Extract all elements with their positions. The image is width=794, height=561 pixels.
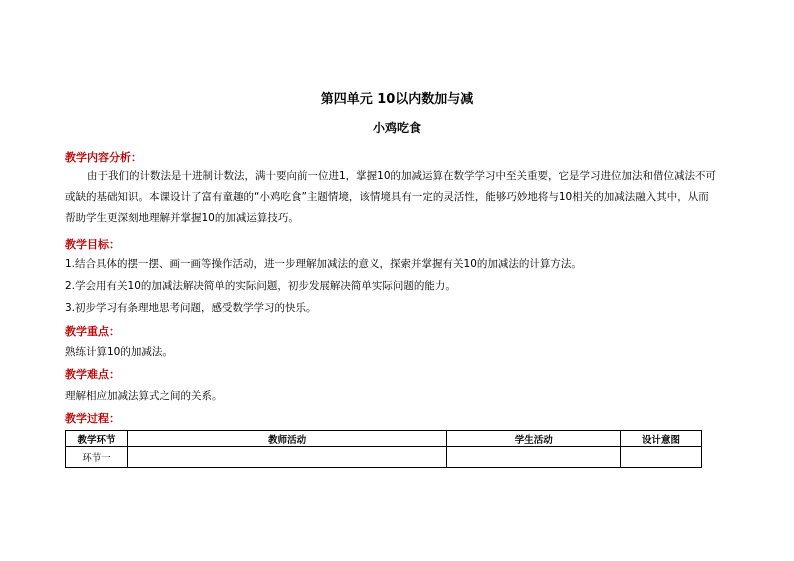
lesson-subtitle: 小鸡吃食 [372, 121, 421, 135]
goal-item-2: 2.学会用有关10的加减法解决简单的实际问题，初步发展解决简单实际问题的能力。 [65, 280, 456, 292]
column-header-student: 学生活动 [447, 431, 621, 447]
table-cell-student [447, 447, 621, 468]
key-points-body: 熟练计算10的加减法。 [65, 346, 173, 358]
table-row [66, 447, 702, 468]
content-analysis-body: 由于我们的计数法是十进制计数法，满十要向前一位进1，掌握10的加减运算在数学学习中至关重要，它是学习进位加法和借位减法不可或缺的基础知识。本课设计了富有童趣的“小鸡吃食”主题情境，该情境具有一定的灵活性，能够巧妙地将与10相关的加减法融入其中，从而帮助学生更深刻地理解并掌握10的加减运算技巧。 [65, 170, 717, 224]
table-cell-teacher [127, 447, 446, 468]
goal-item-1: 1.结合具体的摆一摆、画一画等操作活动，进一步理解加减法的意义，探索并掌握有关10的加减法的计算方法。 [65, 258, 582, 270]
column-header-intent: 设计意图 [621, 431, 702, 447]
table-cell-intent [621, 447, 702, 468]
table-cell-stage: 环节一 [66, 447, 128, 468]
goals-heading: 教学目标： [65, 238, 120, 251]
table-header-row [66, 431, 702, 447]
goal-item-3: 3.初步学习有条理地思考问题，感受数学学习的快乐。 [65, 302, 317, 314]
key-points-heading: 教学重点： [65, 325, 120, 338]
process-table [65, 430, 702, 468]
process-heading: 教学过程： [65, 412, 120, 425]
page-title: 第四单元 10以内数加与减 [320, 92, 474, 107]
difficulties-body: 理解相应加减法算式之间的关系。 [65, 390, 223, 402]
column-header-teacher: 教师活动 [127, 431, 446, 447]
content-analysis-heading: 教学内容分析： [65, 151, 142, 164]
column-header-stage: 教学环节 [66, 431, 128, 447]
difficulties-heading: 教学难点： [65, 368, 120, 381]
